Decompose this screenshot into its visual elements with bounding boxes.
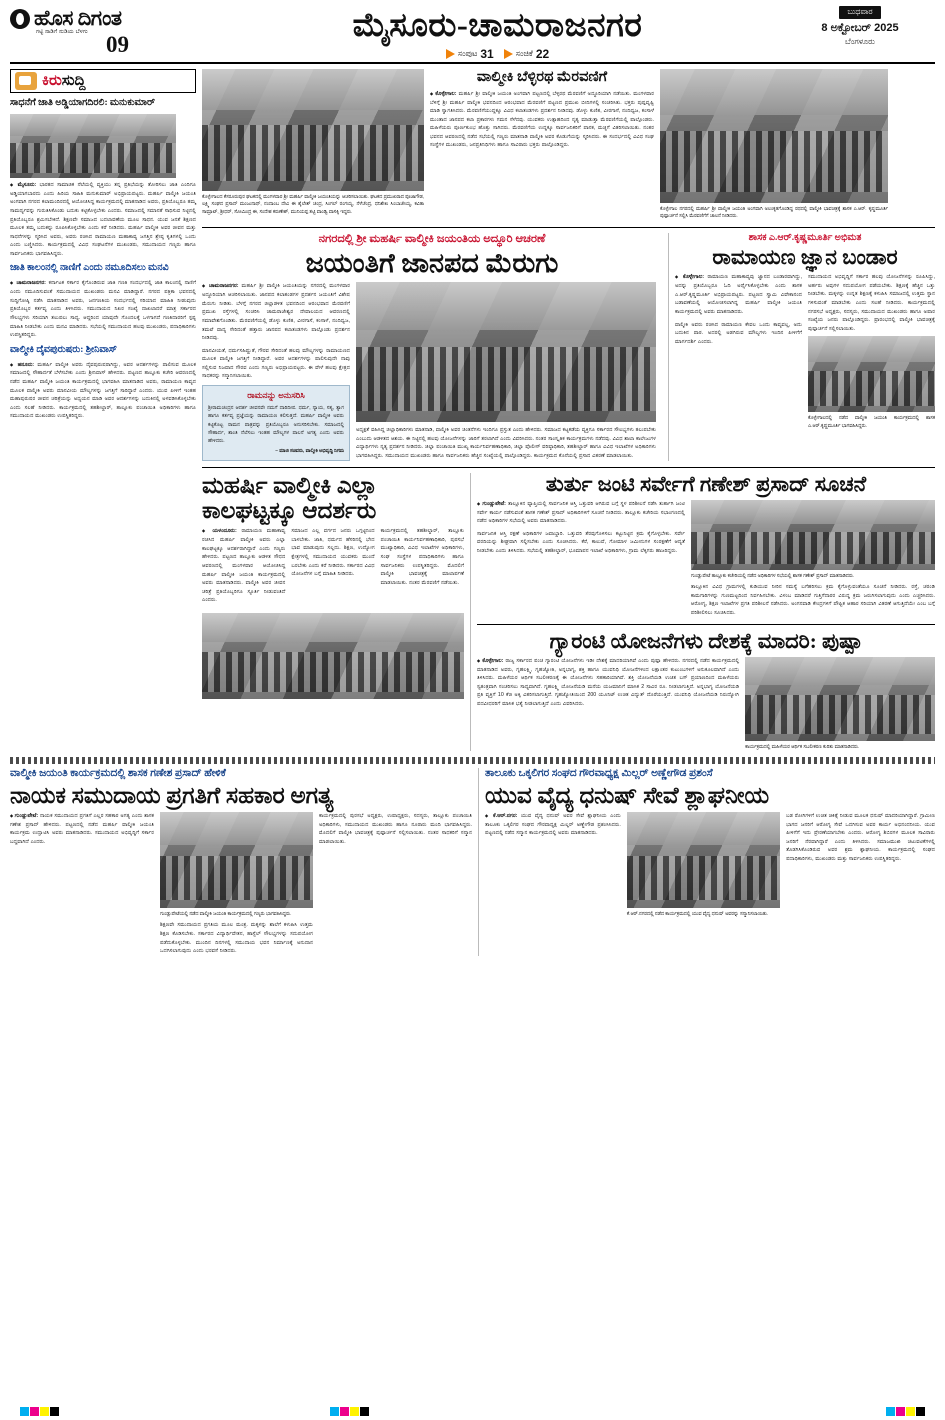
survey-headline: ತುರ್ತು ಜಂಟಿ ಸರ್ವೇಗೆ ಗಣೇಶ್ ಪ್ರಸಾದ್ ಸೂಚನೆ <box>545 471 867 496</box>
survey-caption: ಗುಂಡ್ಲುಪೇಟೆ ತಾಲ್ಲೂಕು ಕಚೇರಿಯಲ್ಲಿ ನಡೆದ ಅಧಿಕಾರಿಗಳ ಸಭೆಯಲ್ಲಿ ಶಾಸಕ ಗಣೇಶ್ ಪ್ರಸಾದ್ ಮಾತನಾಡಿದರು. <box>690 573 855 579</box>
survey-text-1b: ಸಾರ್ವಜನಿಕ ಆಸ್ತಿ ರಕ್ಷಣೆ ಅಧಿಕಾರಿಗಳ ಜವಾಬ್ದಾರಿ. ಒತ್ತುವರಿ ತೆರವುಗೊಳಿಸಲು ಕಟ್ಟುನಿಟ್ಟಿನ ಕ್ರಮ ಕೈಗೊಳ್ಳಬೇಕು. ಸರ್ವೇ ವರದಿಯನ್ನು ಶೀಘ್ರವಾಗಿ ಸಲ್ಲಿಸಬೇಕು ಎಂದು ಸೂಚಿಸಿದರು. ಕೆರೆ, ಕಾಲುವೆ, ಗೋಮಾಳ ಜಮೀನುಗಳ ಸಂರಕ್ಷಣೆಗೆ ಆದ್ಯತೆ ನೀಡಬೇಕು ಎಂದು ತಿಳಿಸಿದರು. ಸಭೆಯಲ್ಲಿ ತಹಶೀಲ್ದಾರ್, ಭೂಮಾಪನ ಇಲಾಖೆ ಅಧಿಕಾರಿಗಳು, ಗ್ರಾಮ ಲೆಕ್ಕಿಗರು ಹಾಜರಿದ್ದರು. <box>477 530 685 554</box>
bottom-right-caption: ಕೆ.ಆರ್.ನಗರದಲ್ಲಿ ನಡೆದ ಕಾರ್ಯಕ್ರಮದಲ್ಲಿ ಯುವ ವೈದ್ಯ ಧನುಷ್ ಅವರನ್ನು ಸನ್ಮಾನಿಸಲಾಯಿತು. <box>626 911 769 917</box>
top-section <box>10 69 935 751</box>
guarantee-caption: ಕಾರ್ಯಕ್ರಮದಲ್ಲಿ ಮಹಿಳೆಯರ ಆರ್ಥಿಕ ಸಬಲೀಕರಣ ಕುರಿತು ಮಾತನಾಡಿದರು. <box>745 744 860 750</box>
maharshi-col3: ಕಾರ್ಯಕ್ರಮದಲ್ಲಿ ತಹಶೀಲ್ದಾರ್, ತಾಲ್ಲೂಕು ಪಂಚಾಯಿತಿ ಕಾರ್ಯನಿರ್ವಹಣಾಧಿಕಾರಿ, ಪುರಸಭೆ ಮುಖ್ಯಾಧಿಕಾರಿ, ವಿವಿಧ ಇಲಾಖೆಗಳ ಅಧಿಕಾರಿಗಳು, ಸಂಘ ಸಂಸ್ಥೆಗಳ ಪದಾಧಿಕಾರಿಗಳು ಹಾಗೂ ಸಾರ್ವಜನಿಕರು ಉಪಸ್ಥಿತರಿದ್ದರು. ಮೊದಲಿಗೆ ವಾಲ್ಮೀಕಿ ಭಾವಚಿತ್ರಕ್ಕೆ ಮಾಲಾರ್ಪಣೆ ಮಾಡಲಾಯಿತು. ನಂತರ ಮೆರವಣಿಗೆ ನಡೆಯಿತು. <box>380 528 464 586</box>
logo-icon <box>10 9 30 29</box>
chariot-row <box>202 69 935 221</box>
kirusuddi-header <box>10 69 196 93</box>
edition-header <box>210 6 785 61</box>
masthead <box>10 6 935 64</box>
chariot-photo-block-left <box>202 69 424 221</box>
city: ಬೆಂಗಳೂರು <box>845 36 875 46</box>
maharshi-col2: ಸಮಾಜದ ಎಲ್ಲ ವರ್ಗದ ಜನರು ಒಗ್ಗಟ್ಟಿನಿಂದ ಬಾಳಬೇಕು. ಜಾತಿ, ಧರ್ಮದ ಹೆಸರಿನಲ್ಲಿ ಭೇದ ಭಾವ ಮಾಡುವುದು ಸಲ್ಲದು. ಶಿಕ್ಷಣ, ಉದ್ಯೋಗ ಕ್ಷೇತ್ರಗಳಲ್ಲಿ ಸಮುದಾಯದ ಯುವಕರು ಮುಂದೆ ಬರಬೇಕು ಎಂದು ಕರೆ ನೀಡಿದರು. ಸರ್ಕಾರದ ವಿವಿಧ ಯೋಜನೆಗಳ ಬಗ್ಗೆ ಮಾಹಿತಿ ನೀಡಿದರು. <box>291 528 375 578</box>
main-text-1b: ಮಾನವೀಯತೆ, ಧರ್ಮಸಹಿಷ್ಣುತೆ, ಗೌರವ ಸೇರಿದಂತೆ ಹಲವು ಮೌಲ್ಯಗಳನ್ನು ರಾಮಾಯಣದ ಮೂಲಕ ವಾಲ್ಮೀಕಿ ಜಗತ್ತಿಗೆ ನೀಡಿದ್ದಾರೆ. ಅವರ ಆದರ್ಶಗಳನ್ನು ಪಾಲಿಸುವುದೇ ನಾವು ಸಲ್ಲಿಸುವ ನಿಜವಾದ ಗೌರವ ಎಂದು ಗಣ್ಯರು ಅಭಿಪ್ರಾಯಪಟ್ಟರು. ಈ ವೇಳೆ ಹಲವು ಕ್ಷೇತ್ರದ ಸಾಧಕರನ್ನು ಸನ್ಮಾನಿಸಲಾಯಿತು. <box>202 347 350 380</box>
kirusuddi-dateline: ◆ ಮೈಸೂರು: <box>10 182 36 188</box>
guarantee-text: ರಾಜ್ಯ ಸರ್ಕಾರದ ಪಂಚ ಗ್ಯಾರಂಟಿ ಯೋಜನೆಗಳು ಇಡೀ ದೇಶಕ್ಕೆ ಮಾದರಿಯಾಗಿವೆ ಎಂದು ಪುಷ್ಪಾ ಹೇಳಿದರು. ನಗರದಲ್ಲಿ ನಡೆದ ಕಾರ್ಯಕ್ರಮದಲ್ಲಿ ಮಾತನಾಡಿದ ಅವರು, ಗೃಹಲಕ್ಷ್ಮಿ, ಗೃಹಜ್ಯೋತಿ, ಅನ್ನಭಾಗ್ಯ, ಶಕ್ತಿ ಹಾಗೂ ಯುವನಿಧಿ ಯೋಜನೆಗಳಿಂದ ಲಕ್ಷಾಂತರ ಕುಟುಂಬಗಳಿಗೆ ಅನುಕೂಲವಾಗಿದೆ ಎಂದು ತಿಳಿಸಿದರು. ಮಹಿಳೆಯರ ಆರ್ಥಿಕ ಸಬಲೀಕರಣಕ್ಕೆ ಈ ಯೋಜನೆಗಳು ಸಹಕಾರಿಯಾಗಿವೆ. ಶಕ್ತಿ ಯೋಜನೆಯಡಿ ಉಚಿತ ಬಸ್ ಪ್ರಯಾಣದಿಂದ ಮಹಿಳೆಯರು ಸ್ವತಂತ್ರವಾಗಿ ಸಂಚರಿಸಲು ಸಾಧ್ಯವಾಗಿದೆ. ಗೃಹಲಕ್ಷ್ಮಿ ಯೋಜನೆಯಡಿ ಮನೆಯ ಯಜಮಾನಿಗೆ ಮಾಸಿಕ 2 ಸಾವಿರ ರೂ. ನೀಡಲಾಗುತ್ತಿದೆ. ಅನ್ನಭಾಗ್ಯ ಯೋಜನೆಯಡಿ ಪ್ರತಿ ವ್ಯಕ್ತಿಗೆ 10 ಕೆಜಿ ಅಕ್ಕಿ ವಿತರಿಸಲಾಗುತ್ತಿದೆ. ಗೃಹಜ್ಯೋತಿಯಿಂದ 200 ಯೂನಿಟ್ ಉಚಿತ ವಿದ್ಯುತ್ ದೊರೆಯುತ್ತಿದೆ. ಯುವನಿಧಿ ಯೋಜನೆಯಡಿ ನಿರುದ್ಯೋಗಿ ಪದವೀಧರರಿಗೆ ಮಾಸಿಕ ಭತ್ಯೆ ನೀಡಲಾಗುತ್ತಿದೆ ಎಂದು ವಿವರಿಸಿದರು. <box>477 657 740 707</box>
main-row <box>202 233 935 461</box>
main-story <box>202 233 662 461</box>
kirusuddi-body <box>10 181 196 259</box>
flag-icon <box>446 49 455 59</box>
ramayana-kicker: ಶಾಸಕ ಎ.ಆರ್.ಕೃಷ್ಣಮೂರ್ತಿ ಅಭಿಮತ <box>748 232 862 243</box>
article-photo-main <box>356 282 656 422</box>
highlight-box <box>202 385 350 461</box>
issue-flag <box>504 47 549 61</box>
article-photo-maharshi <box>202 613 464 699</box>
survey-col1 <box>477 500 685 618</box>
paper-tagline: ಗಟ್ಟಿ ನಾಡಿಗೆ ನುಡಿಯ ಬೆಳಗು <box>36 29 88 35</box>
ramayana-text-1: ರಾಮಾಯಣ ಮಹಾಕಾವ್ಯವು ಜ್ಞಾನದ ಬಂಡಾರವಾಗಿದ್ದು, ಅದನ್ನು ಪ್ರತಿಯೊಬ್ಬರೂ ಓದಿ ಅರ್ಥೈಸಿಕೊಳ್ಳಬೇಕು ಎಂದು ಶಾಸಕ ಎ.ಆರ್.ಕೃಷ್ಣಮೂರ್ತಿ ಅಭಿಪ್ರಾಯಪಟ್ಟರು. ಪಟ್ಟಣದ ಸ್ವಾಮಿ ವಿವೇಕಾನಂದ ಬಡಾವಣೆಯಲ್ಲಿ ಆಯೋಜಿಸಲಾಗಿದ್ದ ಮಹರ್ಷಿ ವಾಲ್ಮೀಕಿ ಜಯಂತಿ ಕಾರ್ಯಕ್ರಮದಲ್ಲಿ ಅವರು ಮಾತನಾಡಿದರು. <box>675 274 802 315</box>
kirusuddi-headline: ಸಾಧನೆಗೆ ಜಾತಿ ಅಡ್ಡಿಯಾಗದಿರಲಿ: ಮನುಕುಮಾರ್ <box>10 98 156 108</box>
article-photo-survey <box>691 500 935 570</box>
colorbar-right <box>886 1407 925 1416</box>
column-main <box>202 69 935 751</box>
main-col2: ಅಧ್ಯಕ್ಷತೆ ವಹಿಸಿದ್ದ ಜಿಲ್ಲಾಧಿಕಾರಿಗಳು ಮಾತನಾಡಿ, ವಾಲ್ಮೀಕಿ ಅವರ ಚಿಂತನೆಗಳು ಇಂದಿಗೂ ಪ್ರಸ್ತುತ ಎಂದು ಹೇಳಿದರು. ಸಮಾಜದ ಕಟ್ಟಕಡೆಯ ವ್ಯಕ್ತಿಗೂ ಸರ್ಕಾರದ ಸೌಲಭ್ಯಗಳು ತಲುಪಬೇಕು ಎಂಬುದು ಆಡಳಿತದ ಆಶಯ. ಈ ನಿಟ್ಟಿನಲ್ಲಿ ಹಲವು ಯೋಜನೆಗಳನ್ನು ಜಾರಿಗೆ ತರಲಾಗಿದೆ ಎಂದು ವಿವರಿಸಿದರು. ನಂತರ ಸಾಂಸ್ಕೃತಿಕ ಕಾರ್ಯಕ್ರಮಗಳು ನಡೆದವು. ವಿವಿಧ ಶಾಲಾ ಕಾಲೇಜುಗಳ ವಿದ್ಯಾರ್ಥಿಗಳು ನೃತ್ಯ ಪ್ರದರ್ಶನ ನೀಡಿದರು. ಜಿಲ್ಲಾ ಪಂಚಾಯಿತಿ ಮುಖ್ಯ ಕಾರ್ಯನಿರ್ವಹಣಾಧಿಕಾರಿ, ಜಿಲ್ಲಾ ಪೊಲೀಸ್ ವರಿಷ್ಠಾಧಿಕಾರಿ, ತಹಶೀಲ್ದಾರ್ ಹಾಗೂ ವಿವಿಧ ಇಲಾಖೆಗಳ ಅಧಿಕಾರಿಗಳು ಭಾಗವಹಿಸಿದ್ದರು. ಸಮುದಾಯದ ಮುಖಂಡರು ಹಾಗೂ ಸಾರ್ವಜನಿಕರು ಹೆಚ್ಚಿನ ಸಂಖ್ಯೆಯಲ್ಲಿ ಪಾಲ್ಗೊಂಡಿದ್ದರು. ಕಾರ್ಯಕ್ರಮದ ಕೊನೆಯಲ್ಲಿ ಪ್ರಸಾದ ವಿತರಣೆ ಮಾಡಲಾಯಿತು. <box>356 427 656 460</box>
kirusuddi-text: ಭಾರತದ ಸಾಮಾಜಿಕ ನೆಲೆಯಲ್ಲಿ ವ್ಯಕ್ತಿಯು ತನ್ನ ಪ್ರತಿಭೆಯನ್ನು ತೋರಿಸಲು ಜಾತಿ ಎಂದಿಗೂ ಅಡ್ಡಿಯಾಗಬಾರದು ಎಂದು ಹಿರಿಯ ಸಾಹಿತಿ ಮನುಕುಮಾರ್ ಅಭಿಪ್ರಾಯಪಟ್ಟರು. ಮಹರ್ಷಿ ವಾಲ್ಮೀಕಿ ಜಯಂತಿ ಅಂಗವಾಗಿ ನಗರದ ಕಲಾಮಂದಿರದಲ್ಲಿ ಆಯೋಜಿಸಿದ್ದ ಕಾರ್ಯಕ್ರಮದಲ್ಲಿ ಮಾತನಾಡಿದ ಅವರು, ಪ್ರತಿಯೊಬ್ಬರೂ ತಮ್ಮ ಸಾಮರ್ಥ್ಯವನ್ನು ಗುರುತಿಸಿಕೊಂಡು ಬದುಕು ಕಟ್ಟಿಕೊಳ್ಳಬೇಕು ಎಂದರು. ಸಮಾಜದಲ್ಲಿ ಸಮಾನತೆ ಸಾಧಿಸುವ ನಿಟ್ಟಿನಲ್ಲಿ ಪ್ರತಿಯೊಬ್ಬರೂ ಶ್ರಮಿಸಬೇಕಿದೆ. ಶಿಕ್ಷಣವೇ ಸಮಾಜದ ಬದಲಾವಣೆಯ ಮೂಲ ಸಾಧನ. ಯುವ ಜನತೆ ಶಿಕ್ಷಣದ ಮೂಲಕ ತಮ್ಮ ಬದುಕನ್ನು ರೂಪಿಸಿಕೊಳ್ಳಬೇಕು ಎಂದು ಕರೆ ನೀಡಿದರು. ಮಹರ್ಷಿ ವಾಲ್ಮೀಕಿ ಅವರ ಜೀವನ ಮತ್ತು ಸಾಧನೆಗಳನ್ನು ಸ್ಮರಿಸಿದ ಅವರು, ಅವರು ರಚಿಸಿದ ರಾಮಾಯಣ ಮಹಾಕಾವ್ಯ ಜಗತ್ತಿನ ಶ್ರೇಷ್ಠ ಕೃತಿಗಳಲ್ಲಿ ಒಂದು ಎಂದು ಬಣ್ಣಿಸಿದರು. ಕಾರ್ಯಕ್ರಮದಲ್ಲಿ ವಿವಿಧ ಸಂಘಟನೆಗಳ ಮುಖಂಡರು, ಸಮುದಾಯದ ಗಣ್ಯರು ಹಾಗೂ ಸಾರ್ವಜನಿಕರು ಭಾಗವಹಿಸಿದ್ದರು. <box>10 181 196 257</box>
bottom-left-col3: ಕಾರ್ಯಕ್ರಮದಲ್ಲಿ ಪುರಸಭೆ ಅಧ್ಯಕ್ಷರು, ಉಪಾಧ್ಯಕ್ಷರು, ಸದಸ್ಯರು, ತಾಲ್ಲೂಕು ಪಂಚಾಯಿತಿ ಅಧಿಕಾರಿಗಳು, ಸಮುದಾಯದ ಮುಖಂಡರು ಹಾಗೂ ನೂರಾರು ಮಂದಿ ಭಾಗವಹಿಸಿದ್ದರು. ಮೊದಲಿಗೆ ವಾಲ್ಮೀಕಿ ಭಾವಚಿತ್ರಕ್ಕೆ ಪುಷ್ಪಾರ್ಚನೆ ಸಲ್ಲಿಸಲಾಯಿತು. ನಂತರ ಸಾಧಕರಿಗೆ ಸನ್ಮಾನ ಮಾಡಲಾಯಿತು. <box>319 812 472 845</box>
masthead-brand <box>10 6 210 58</box>
article-photo-chariot-right <box>660 69 888 203</box>
valmiki-god-body <box>10 361 196 421</box>
bottom-section <box>10 768 935 956</box>
valmiki-god-text: ಮಹರ್ಷಿ ವಾಲ್ಮೀಕಿ ಅವರು ದೈವಪುರುಷರಾಗಿದ್ದು, ಅವರ ಆದರ್ಶಗಳನ್ನು ಪಾಲಿಸುವ ಮೂಲಕ ಸಮಾಜದಲ್ಲಿ ಸೌಹಾರ್ದತೆ ಬೆಳೆಸಬೇಕು ಎಂದು ಶ್ರೀನಿವಾಸ್ ಹೇಳಿದರು. ಪಟ್ಟಣದ ತಾಲ್ಲೂಕು ಕಚೇರಿ ಆವರಣದಲ್ಲಿ ನಡೆದ ಮಹರ್ಷಿ ವಾಲ್ಮೀಕಿ ಜಯಂತಿ ಕಾರ್ಯಕ್ರಮದಲ್ಲಿ ಭಾಗವಹಿಸಿ ಮಾತನಾಡಿದ ಅವರು, ರಾಮಾಯಣ ಕಾವ್ಯದ ಮೂಲಕ ವಾಲ್ಮೀಕಿ ಅವರು ಮಾನವೀಯ ಮೌಲ್ಯಗಳನ್ನು ಜಗತ್ತಿಗೆ ಸಾರಿದ್ದಾರೆ ಎಂದರು. ಯುವ ಪೀಳಿಗೆ ಇಂತಹ ಮಹಾಪುರುಷರ ಜೀವನ ಚರಿತ್ರೆಯನ್ನು ಅಧ್ಯಯನ ಮಾಡಿ ಅವರ ಆದರ್ಶಗಳನ್ನು ಬದುಕಿನಲ್ಲಿ ಅಳವಡಿಸಿಕೊಳ್ಳಬೇಕು ಎಂದು ಸಲಹೆ ನೀಡಿದರು. ಕಾರ್ಯಕ್ರಮದಲ್ಲಿ ತಹಶೀಲ್ದಾರ್, ತಾಲ್ಲೂಕು ಪಂಚಾಯಿತಿ ಅಧಿಕಾರಿಗಳು ಹಾಗೂ ಸಮುದಾಯದ ಮುಖಂಡರು ಉಪಸ್ಥಿತರಿದ್ದರು. <box>10 361 196 420</box>
ramayana-text-1b: ವಾಲ್ಮೀಕಿ ಅವರು ರಚಿಸಿದ ರಾಮಾಯಣ ಕೇವಲ ಒಂದು ಕಾವ್ಯವಲ್ಲ, ಅದು ಬದುಕಿನ ಪಾಠ. ಅದರಲ್ಲಿ ಅಡಗಿರುವ ಮೌಲ್ಯಗಳು ಇಂದಿನ ಪೀಳಿಗೆಗೆ ಮಾರ್ಗದರ್ಶಿ ಎಂದರು. <box>675 321 802 345</box>
flag-icon-2 <box>504 49 513 59</box>
jati-dateline: ◆ ಚಾಮರಾಜನಗರ: <box>10 280 46 286</box>
bottom-left-headline: ನಾಯಕ ಸಮುದಾಯ ಪ್ರಗತಿಗೆ ಸಹಕಾರ ಅಗತ್ಯ <box>10 782 334 808</box>
paper-name: ಹೊಸ ದಿಗಂತ <box>34 6 122 30</box>
volume-value: 31 <box>480 47 494 61</box>
date: 8 ಅಕ್ಟೋಬರ್ 2025 <box>821 21 899 34</box>
edition-title: ಮೈಸೂರು-ಚಾಮರಾಜನಗರ <box>352 8 643 44</box>
chariot-photo-block-right <box>660 69 888 221</box>
kirusuddi-title: ಕಿರುಸುದ್ದಿ <box>42 73 86 89</box>
article-photo-kirusuddi <box>10 114 176 178</box>
article-photo-bottom-left <box>160 812 313 908</box>
masthead-date <box>785 6 935 47</box>
chariot-text-block <box>430 69 654 221</box>
maharshi-text-1: ರಾಮಾಯಣ ಮಹಾಕಾವ್ಯ ರಚಿಸಿದ ಮಹರ್ಷಿ ವಾಲ್ಮೀಕಿ ಅವರು ಎಲ್ಲಾ ಕಾಲಘಟ್ಟಕ್ಕೂ ಆದರ್ಶರಾಗಿದ್ದಾರೆ ಎಂದು ಗಣ್ಯರು ಹೇಳಿದರು. ಪಟ್ಟಣದ ತಾಲ್ಲೂಕು ಆಡಳಿತ ಸೌಧದ ಆವರಣದಲ್ಲಿ ಮಂಗಳವಾರ ಆಯೋಜಿಸಿದ್ದ ಮಹರ್ಷಿ ವಾಲ್ಮೀಕಿ ಜಯಂತಿ ಕಾರ್ಯಕ್ರಮದಲ್ಲಿ ಅವರು ಮಾತನಾಡಿದರು. ವಾಲ್ಮೀಕಿ ಅವರ ಜೀವನ ಚರಿತ್ರೆ ಪ್ರತಿಯೊಬ್ಬರಿಗೂ ಸ್ಫೂರ್ತಿ ನೀಡುವಂತಿದೆ ಎಂದರು. <box>202 528 286 604</box>
bottom-right-dateline: ◆ ಕೆ.ಆರ್.ನಗರ: <box>485 813 517 819</box>
guarantee-body <box>477 657 739 751</box>
colorbar-center <box>330 1407 369 1416</box>
article-photo-ramayana <box>808 336 935 412</box>
section-separator <box>10 757 935 764</box>
bottom-right-kicker: ತಾಲೂಕು ಒಕ್ಕಲಿಗರ ಸಂಘದ ಗೌರವಾಧ್ಯಕ್ಷ ಮಿಲ್ಲರ್ ಅಣ್ಣೇಗೌಡ ಪ್ರಶಂಸೆ <box>485 768 713 780</box>
jati-body <box>10 279 196 339</box>
issue-value: 22 <box>535 47 550 61</box>
bottom-right-headline: ಯುವ ವೈದ್ಯ ಧನುಷ್ ಸೇವೆ ಶ್ಲಾಘನೀಯ <box>485 782 770 808</box>
bottom-left-dateline: ◆ ಗುಂಡ್ಲುಪೇಟೆ: <box>10 813 38 819</box>
ramayana-story <box>675 233 935 461</box>
bottom-right-col1 <box>485 812 621 918</box>
main-text-1: ಮಹರ್ಷಿ ಶ್ರೀ ವಾಲ್ಮೀಕಿ ಜಯಂತಿಯನ್ನು ನಗರದಲ್ಲಿ ಮಂಗಳವಾರ ಅದ್ಧೂರಿಯಾಗಿ ಆಚರಿಸಲಾಯಿತು. ಜಾನಪದ ಕಲಾತಂಡಗಳ ಪ್ರದರ್ಶನ ಜಯಂತಿಗೆ ವಿಶೇಷ ಮೆರುಗು ನೀಡಿತು. ಬೆಳಗ್ಗೆ ನಗರದ ಜಿಲ್ಲಾಡಳಿತ ಭವನದಿಂದ ಆರಂಭವಾದ ಮೆರವಣಿಗೆ ಪ್ರಮುಖ ರಸ್ತೆಗಳಲ್ಲಿ ಸಂಚರಿಸಿ ಚಾಮರಾಜೇಶ್ವರ ದೇವಾಲಯದ ಆವರಣದಲ್ಲಿ ಸಮಾವೇಶಗೊಂಡಿತು. ಮೆರವಣಿಗೆಯಲ್ಲಿ ಡೊಳ್ಳು ಕುಣಿತ, ವೀರಗಾಸೆ, ಕಂಸಾಳೆ, ನಂದಿಧ್ವಜ, ತಮಟೆ ವಾದ್ಯ ಸೇರಿದಂತೆ ಹತ್ತಾರು ಜಾನಪದ ಕಲಾತಂಡಗಳು ಪಾಲ್ಗೊಂಡು ಪ್ರದರ್ಶನ ನೀಡಿದವು. <box>202 283 350 342</box>
survey-col2: ತಾಲ್ಲೂಕಿನ ವಿವಿಧ ಗ್ರಾಮಗಳಲ್ಲಿ ಕುಡಿಯುವ ನೀರಿನ ಸಮಸ್ಯೆ ಬಗೆಹರಿಸಲು ಕ್ರಮ ಕೈಗೊಳ್ಳುವಂತೆಯೂ ಸೂಚನೆ ನೀಡಿದರು. ರಸ್ತೆ, ಚರಂಡಿ ಕಾಮಗಾರಿಗಳನ್ನು ಗುಣಮಟ್ಟದಿಂದ ನಿರ್ವಹಿಸಬೇಕು. ವಿಳಂಬ ಮಾಡಿದರೆ ಗುತ್ತಿಗೆದಾರರ ವಿರುದ್ಧ ಕ್ರಮ ಜರುಗಿಸಲಾಗುವುದು ಎಂದು ಎಚ್ಚರಿಸಿದರು. ಆರೋಗ್ಯ, ಶಿಕ್ಷಣ ಇಲಾಖೆಗಳ ಪ್ರಗತಿ ಪರಿಶೀಲನೆ ನಡೆಸಿದರು. ಅಂಗನವಾಡಿ ಕೇಂದ್ರಗಳಿಗೆ ಪೌಷ್ಟಿಕ ಆಹಾರ ಸರಿಯಾಗಿ ವಿತರಣೆ ಆಗುತ್ತಿದೆಯೇ ಎಂಬ ಬಗ್ಗೆ ಪರಿಶೀಲಿಸಲು ಸೂಚಿಸಿದರು. <box>690 584 935 616</box>
ramayana-dateline: ◆ ಕೊಳ್ಳೇಗಾಲ: <box>675 274 704 280</box>
maharshi-dateline: ◆ ಯಳಂದೂರು: <box>202 528 237 534</box>
divider-2 <box>202 467 935 468</box>
guarantee-headline: ಗ್ಯಾರಂಟಿ ಯೋಜನೆಗಳು ದೇಶಕ್ಕೆ ಮಾದರಿ: ಪುಷ್ಪಾ <box>549 628 863 653</box>
bottom-left-text-1: ನಾಯಕ ಸಮುದಾಯದ ಪ್ರಗತಿಗೆ ಎಲ್ಲರ ಸಹಕಾರ ಅಗತ್ಯ ಎಂದು ಶಾಸಕ ಗಣೇಶ ಪ್ರಸಾದ್ ಹೇಳಿದರು. ಪಟ್ಟಣದಲ್ಲಿ ನಡೆದ ಮಹರ್ಷಿ ವಾಲ್ಮೀಕಿ ಜಯಂತಿ ಕಾರ್ಯಕ್ರಮ ಉದ್ಘಾಟಿಸಿ ಅವರು ಮಾತನಾಡಿದರು. ಸಮುದಾಯದ ಅಭಿವೃದ್ಧಿಗೆ ಸರ್ಕಾರ ಬದ್ಧವಾಗಿದೆ ಎಂದರು. <box>10 812 154 845</box>
article-photo-guarantee <box>745 657 935 741</box>
bottom-left-col2: ಶಿಕ್ಷಣವೇ ಸಮುದಾಯದ ಪ್ರಗತಿಯ ಮೂಲ ಮಂತ್ರ. ಮಕ್ಕಳನ್ನು ಶಾಲೆಗೆ ಕಳುಹಿಸಿ ಉತ್ತಮ ಶಿಕ್ಷಣ ಕೊಡಿಸಬೇಕು. ಸರ್ಕಾರದ ವಿದ್ಯಾರ್ಥಿವೇತನ, ಹಾಸ್ಟೆಲ್ ಸೌಲಭ್ಯಗಳನ್ನು ಸದುಪಯೋಗ ಪಡೆದುಕೊಳ್ಳಬೇಕು. ಮುಂದಿನ ದಿನಗಳಲ್ಲಿ ಸಮುದಾಯ ಭವನ ನಿರ್ಮಾಣಕ್ಕೆ ಅನುದಾನ ಒದಗಿಸಲಾಗುವುದು ಎಂದು ಭರವಸೆ ನೀಡಿದರು. <box>160 922 313 955</box>
valmiki-god-headline: ವಾಲ್ಮೀಕಿ ದೈವಪುರುಷರು: ಶ್ರೀನಿವಾಸ್ <box>10 344 117 355</box>
colorbar-left <box>20 1407 59 1416</box>
page-number: 09 <box>106 32 129 57</box>
divider-3 <box>477 624 935 625</box>
chariot-headline: ವಾಲ್ಮೀಕಿ ಬೆಳ್ಳಿರಥ ಮೆರವಣಿಗೆ <box>476 69 608 85</box>
main-dateline: ◆ ಚಾಮರಾಜನಗರ: <box>202 283 239 289</box>
jati-text: ಕರ್ನಾಟಕ ಸರ್ಕಾರ ಕೈಗೊಂಡಿರುವ ಜಾತಿ ಗಣತಿ ಸಂದರ್ಭದಲ್ಲಿ ಜಾತಿ ಕಾಲಂನಲ್ಲಿ ನಾಣಿಗೆ ಎಂದು ನಮೂದಿಸುವಂತೆ ಸಮುದಾಯದ ಮುಖಂಡರು ಮನವಿ ಮಾಡಿದ್ದಾರೆ. ನಗರದ ಪತ್ರಿಕಾ ಭವನದಲ್ಲಿ ಸುದ್ದಿಗೋಷ್ಠಿ ನಡೆಸಿ ಮಾತನಾಡಿದ ಅವರು, ಜನಗಣತಿಯ ಸಂದರ್ಭದಲ್ಲಿ ಸರಿಯಾದ ಮಾಹಿತಿ ನೀಡುವುದು ಪ್ರತಿಯೊಬ್ಬರ ಕರ್ತವ್ಯ ಎಂದು ತಿಳಿಸಿದರು. ಸಮುದಾಯದ ನಿಖರ ಸಂಖ್ಯೆ ದಾಖಲಾದರೆ ಮಾತ್ರ ಸರ್ಕಾರದ ಸೌಲಭ್ಯಗಳು ಸರಿಯಾಗಿ ತಲುಪಲು ಸಾಧ್ಯ. ಆದ್ದರಿಂದ ಯಾವುದೇ ಗೊಂದಲಕ್ಕೆ ಒಳಗಾಗದೆ ಗಣತಿದಾರರಿಗೆ ಸ್ಪಷ್ಟ ಮಾಹಿತಿ ನೀಡಬೇಕು ಎಂದು ಮನವಿ ಮಾಡಿದರು. ಸಭೆಯಲ್ಲಿ ಸಮುದಾಯದ ಹಲವು ಮುಖಂಡರು, ಪದಾಧಿಕಾರಿಗಳು ಉಪಸ್ಥಿತರಿದ್ದರು. <box>10 280 196 339</box>
jati-headline: ಜಾತಿ ಕಾಲಂನಲ್ಲಿ ನಾಣಿಗೆ ಎಂದು ನಮೂದಿಸಲು ಮನವಿ <box>10 263 169 274</box>
main-headline: ಜಯಂತಿಗೆ ಜಾನಪದ ಮೆರುಗು <box>305 247 559 278</box>
weekday: ಬುಧವಾರ <box>839 6 880 19</box>
registration-marks <box>0 1408 945 1418</box>
highlight-box-credit: – ಮಾಜಿ ಸಚಿವರು, ವಾಲ್ಮೀಕಿ ಅಭಿವೃದ್ಧಿ ನಿಗಮ <box>275 449 344 455</box>
article-photo-bottom-right <box>627 812 780 908</box>
chariot-caption-left: ಕೊಳ್ಳೇಗಾಲದ ಕೆಸರೂರುಪುರ ಘಟಕದಲ್ಲಿ ಮಂಗಳವಾರ ಶ್ರೀ ಮಹರ್ಷಿ ವಾಲ್ಮೀಕಿ ಜಯಂತಿಯನ್ನು ಆಚರಿಸಲಾಯಿತು. ಘಟಕದ ಪ್ರಮುಖರಾದ ಪೂಜಾಗೌಡ, ಲಕ್ಷ್ಮಿ ಸಂಘದ ಪ್ರಸಾದ್ ಮಂಜುನಾಥ್, ನಂದಾಂಬ ದೇವಿ ಈ ಶೈಲೇಶ್ ಚಂದ್ರ, ಸಿಂಗಲ್ ರಂಗಯ್ಯ, ನೆಳೆಚೆಂದ್ರ, ಧನಿಶೇಖ ಸಿಂಬಾಜೇಯ್ಯ, ಕವಿತಾ ಸಾಮ್ರಾಟ್, ಶ್ರೀಧರ್, ಸೋಮಿಂದ್ರ ಈ, ಸಂದೇಶ ಕರುಣೇಶ್, ಮುನಿಯಪ್ಪ ತಟ್ಟಿ ವಾಂಡ್ವಿ ವಾಸಕ್ಕಿ ಇದ್ದರು. <box>202 195 424 215</box>
bottom-left-kicker: ವಾಲ್ಮೀಕಿ ಜಯಂತಿ ಕಾರ್ಯಕ್ರಮದಲ್ಲಿ ಶಾಸಕ ಗಣೇಶ ಪ್ರಸಾದ್ ಹೇಳಿಕೆ <box>10 768 226 780</box>
ramayana-caption: ಕೊಳ್ಳೇಗಾಲದಲ್ಲಿ ನಡೆದ ವಾಲ್ಮೀಕಿ ಜಯಂತಿ ಕಾರ್ಯಕ್ರಮದಲ್ಲಿ ಶಾಸಕ ಎ.ಆರ್.ಕೃಷ್ಣಮೂರ್ತಿ ಭಾಗವಹಿಸಿದ್ದರು. <box>808 416 935 429</box>
volume-flag <box>446 47 494 61</box>
issue-label: ಸಂಚಿಕೆ <box>515 49 533 58</box>
divider-1 <box>202 227 935 228</box>
main-col1 <box>202 282 350 381</box>
bottom-right-story <box>485 768 935 956</box>
column-left <box>10 69 196 751</box>
ramayana-col2: ಸಮುದಾಯದ ಅಭಿವೃದ್ಧಿಗೆ ಸರ್ಕಾರ ಹಲವು ಯೋಜನೆಗಳನ್ನು ರೂಪಿಸಿದ್ದು, ಅರ್ಹರು ಅವುಗಳ ಸದುಪಯೋಗ ಪಡೆಯಬೇಕು. ಶಿಕ್ಷಣಕ್ಕೆ ಹೆಚ್ಚಿನ ಒತ್ತು ನೀಡಬೇಕು. ಮಕ್ಕಳನ್ನು ಉನ್ನತ ಶಿಕ್ಷಣಕ್ಕೆ ಕಳುಹಿಸಿ ಸಮಾಜದಲ್ಲಿ ಉತ್ತಮ ಸ್ಥಾನ ಗಳಿಸುವಂತೆ ಮಾಡಬೇಕು ಎಂದು ಸಲಹೆ ನೀಡಿದರು. ಕಾರ್ಯಕ್ರಮದಲ್ಲಿ ನಗರಸಭೆ ಅಧ್ಯಕ್ಷರು, ಸದಸ್ಯರು, ಸಮುದಾಯದ ಮುಖಂಡರು ಹಾಗೂ ಅಪಾರ ಸಂಖ್ಯೆಯ ಜನರು ಪಾಲ್ಗೊಂಡಿದ್ದರು. ಪ್ರಾರಂಭದಲ್ಲಿ ವಾಲ್ಮೀಕಿ ಭಾವಚಿತ್ರಕ್ಕೆ ಪುಷ್ಪಾರ್ಚನೆ ಸಲ್ಲಿಸಲಾಯಿತು. <box>808 274 935 332</box>
third-band <box>202 473 935 751</box>
maharshi-col1 <box>202 527 285 609</box>
article-photo-chariot-left <box>202 69 424 191</box>
ramayana-headline: ರಾಮಾಯಣ ಜ್ಞಾನ ಬಂಡಾರ <box>712 245 898 270</box>
bottom-left-caption: ಗುಂಡ್ಲುಪೇಟೆಯಲ್ಲಿ ನಡೆದ ವಾಲ್ಮೀಕಿ ಜಯಂತಿ ಕಾರ್ಯಕ್ರಮದಲ್ಲಿ ಗಣ್ಯರು ಭಾಗವಹಿಸಿದ್ದರು. <box>160 911 292 917</box>
maharshi-headline: ಮಹರ್ಷಿ ವಾಲ್ಮೀಕಿ ಎಲ್ಲಾ ಕಾಲಘಟ್ಟಕ್ಕೂ ಆದರ್ಶರು <box>202 472 378 523</box>
highlight-box-text: ಶ್ರೀರಾಮಚಂದ್ರನ ಆದರ್ಶ ಜೀವನವೇ ನಮಗೆ ದಾರಿದೀಪ. ಧರ್ಮ, ನ್ಯಾಯ, ಸತ್ಯ, ತ್ಯಾಗ ಹಾಗೂ ಕರ್ತವ್ಯ ಪ್ರಜ್ಞೆಯನ್ನು ರಾಮಾಯಣ ಕಲಿಸುತ್ತದೆ. ಮಹರ್ಷಿ ವಾಲ್ಮೀಕಿ ಅವರು ಕಟ್ಟಿಕೊಟ್ಟ ರಾಮನ ಪಾತ್ರವನ್ನು ಪ್ರತಿಯೊಬ್ಬರೂ ಅನುಸರಿಸಬೇಕು. ಸಮಾಜದಲ್ಲಿ ಸೌಹಾರ್ದ, ಶಾಂತಿ ನೆಲೆಸಲು ಇಂತಹ ಮೌಲ್ಯಗಳ ಪಾಲನೆ ಅಗತ್ಯ ಎಂದು ಅವರು ಹೇಳಿದರು. <box>208 405 344 445</box>
survey-and-guarantee <box>477 473 935 751</box>
bottom-right-text-1: ಯುವ ವೈದ್ಯ ಧನುಷ್ ಅವರ ಸೇವೆ ಶ್ಲಾಘನೀಯ ಎಂದು ತಾಲೂಕು ಒಕ್ಕಲಿಗರ ಸಂಘದ ಗೌರವಾಧ್ಯಕ್ಷ ಮಿಲ್ಲರ್ ಅಣ್ಣೇಗೌಡ ಪ್ರಶಂಸಿಸಿದರು. ಪಟ್ಟಣದಲ್ಲಿ ನಡೆದ ಸನ್ಮಾನ ಕಾರ್ಯಕ್ರಮದಲ್ಲಿ ಅವರು ಮಾತನಾಡಿದರು. <box>485 812 621 837</box>
bottom-right-col2: ಬಡ ರೋಗಿಗಳಿಗೆ ಉಚಿತ ಚಿಕಿತ್ಸೆ ನೀಡುವ ಮೂಲಕ ಧನುಷ್ ಮಾದರಿಯಾಗಿದ್ದಾರೆ. ಗ್ರಾಮೀಣ ಭಾಗದ ಜನರಿಗೆ ಆರೋಗ್ಯ ಸೇವೆ ಒದಗಿಸುವ ಅವರ ಕಾರ್ಯ ಅಭಿನಂದನೀಯ. ಯುವ ಪೀಳಿಗೆಗೆ ಇದು ಪ್ರೇರಣೆಯಾಗಬೇಕು ಎಂದರು. ಆರೋಗ್ಯ ಶಿಬಿರಗಳ ಮೂಲಕ ಸಾವಿರಾರು ಜನರಿಗೆ ನೆರವಾಗಿದ್ದಾರೆ ಎಂದು ತಿಳಿಸಿದರು. ಸಮಾಜಮುಖಿ ಚಟುವಟಿಕೆಗಳಲ್ಲಿ ತೊಡಗಿಸಿಕೊಂಡಿರುವ ಅವರ ಶ್ರಮ ಶ್ಲಾಘನೀಯ. ಕಾರ್ಯಕ್ರಮದಲ್ಲಿ ಸಂಘದ ಪದಾಧಿಕಾರಿಗಳು, ಮುಖಂಡರು ಮತ್ತು ಸಾರ್ವಜನಿಕರು ಉಪಸ್ಥಿತರಿದ್ದರು. <box>786 812 935 862</box>
chariot-caption-right: ಕೊಳ್ಳೇಗಾಲ ನಗರದಲ್ಲಿ ಮಹರ್ಷಿ ಶ್ರೀ ವಾಲ್ಮೀಕಿ ಜಯಂತಿ ಅಂಗವಾಗಿ ಅಲಂಕೃತಗೊಂಡಿದ್ದ ರಥದಲ್ಲಿ ವಾಲ್ಮೀಕಿ ಭಾವಚಿತ್ರಕ್ಕೆ ಶಾಸಕ ಎ.ಆರ್. ಕೃಷ್ಣಮೂರ್ತಿ ಪುಷ್ಪಾರ್ಚನೆ ಸಲ್ಲಿಸಿ ಮೆರವಣಿಗೆಗೆ ಚಾಲನೆ ನೀಡಿದರು. <box>660 207 888 220</box>
guarantee-dateline: ◆ ಕೊಳ್ಳೇಗಾಲ: <box>477 658 503 664</box>
bottom-left-story <box>10 768 472 956</box>
highlight-box-title: ರಾಮನನ್ನು ಅನುಸರಿಸಿ <box>247 390 305 401</box>
chariot-text: ಮಹರ್ಷಿ ಶ್ರೀ ವಾಲ್ಮೀಕಿ ಜಯಂತಿ ಅಂಗವಾಗಿ ಪಟ್ಟಣದಲ್ಲಿ ಬೆಳ್ಳಿರಥ ಮೆರವಣಿಗೆ ಅದ್ಧೂರಿಯಾಗಿ ನಡೆಯಿತು. ಮಂಗಳವಾರ ಬೆಳಿಗ್ಗೆ ಶ್ರೀ ಮಹರ್ಷಿ ವಾಲ್ಮೀಕಿ ಭವನದಿಂದ ಆರಂಭವಾದ ಮೆರವಣಿಗೆ ಪಟ್ಟಣದ ಪ್ರಮುಖ ಬೀದಿಗಳಲ್ಲಿ ಸಂಚರಿಸಿತು. ಭಕ್ತರು ಪುಷ್ಪವೃಷ್ಟಿ ಮಾಡಿ ಸ್ವಾಗತಿಸಿದರು. ಮೆರವಣಿಗೆಯುದ್ದಕ್ಕೂ ವಿವಿಧ ಕಲಾತಂಡಗಳು ಪ್ರದರ್ಶನ ನೀಡಿದವು. ಡೊಳ್ಳು ಕುಣಿತ, ವೀರಗಾಸೆ, ನಂದಿಧ್ವಜ, ಕಂಸಾಳೆ ಮುಂತಾದ ಜಾನಪದ ಕಲಾ ಪ್ರಕಾರಗಳು ಗಮನ ಸೆಳೆದವು. ಯುವಕರು ಉತ್ಸಾಹದಿಂದ ನೃತ್ಯ ಮಾಡುತ್ತಾ ಮೆರವಣಿಗೆಯಲ್ಲಿ ಪಾಲ್ಗೊಂಡರು. ಮಹಿಳೆಯರು ಪೂರ್ಣಕುಂಭ ಹೊತ್ತು ಸಾಗಿದರು. ಮೆರವಣಿಗೆಯ ಉದ್ದಕ್ಕೂ ಸಾರ್ವಜನಿಕರಿಗೆ ಪಾನಕ, ಮಜ್ಜಿಗೆ ವಿತರಿಸಲಾಯಿತು. ನಂತರ ಭವನದ ಆವರಣದಲ್ಲಿ ನಡೆದ ಸಭೆಯಲ್ಲಿ ಗಣ್ಯರು ಮಾತನಾಡಿ ವಾಲ್ಮೀಕಿ ಅವರ ಕೊಡುಗೆಯನ್ನು ಸ್ಮರಿಸಿದರು. ಈ ಸಂದರ್ಭದಲ್ಲಿ ವಿವಿಧ ಸಂಘ ಸಂಸ್ಥೆಗಳ ಮುಖಂಡರು, ಜನಪ್ರತಿನಿಧಿಗಳು ಹಾಗೂ ಸಾವಿರಾರು ಭಕ್ತರು ಪಾಲ್ಗೊಂಡಿದ್ದರು. <box>430 90 654 149</box>
maharshi-story <box>202 473 464 751</box>
pointing-hand-icon <box>15 72 37 90</box>
chariot-dateline: ◆ ಕೊಳ್ಳೇಗಾಲ: <box>430 91 457 97</box>
survey-text-1: ತಾಲ್ಲೂಕಿನ ವ್ಯಾಪ್ತಿಯಲ್ಲಿ ಸಾರ್ವಜನಿಕ ಆಸ್ತಿ ಒತ್ತುವರಿ ಆಗಿರುವ ಬಗ್ಗೆ ಸ್ಥಳ ಪರಿಶೀಲನೆ ನಡೆಸಿ ತುರ್ತಾಗಿ ಜಂಟಿ ಸರ್ವೇ ಕಾರ್ಯ ನಡೆಸುವಂತೆ ಶಾಸಕ ಗಣೇಶ್ ಪ್ರಸಾದ್ ಅಧಿಕಾರಿಗಳಿಗೆ ಸೂಚನೆ ನೀಡಿದರು. ತಾಲ್ಲೂಕು ಕಚೇರಿಯ ಸಭಾಂಗಣದಲ್ಲಿ ನಡೆದ ಅಧಿಕಾರಿಗಳ ಸಭೆಯಲ್ಲಿ ಅವರು ಮಾತನಾಡಿದರು. <box>477 500 685 525</box>
survey-dateline: ◆ ಗುಂಡ್ಲುಪೇಟೆ: <box>477 501 506 507</box>
bottom-left-col1 <box>10 812 154 956</box>
ramayana-col1 <box>675 273 802 346</box>
chariot-body <box>430 90 654 150</box>
valmiki-god-dateline: ◆ ಹನೂರು: <box>10 362 34 368</box>
volume-label: ಸಂಪುಟ <box>457 49 478 58</box>
main-kicker: ನಗರದಲ್ಲಿ ಶ್ರೀ ಮಹರ್ಷಿ ವಾಲ್ಮೀಕಿ ಜಯಂತಿಯ ಅದ್ಧೂರಿ ಆಚರಣೆ <box>318 232 546 245</box>
